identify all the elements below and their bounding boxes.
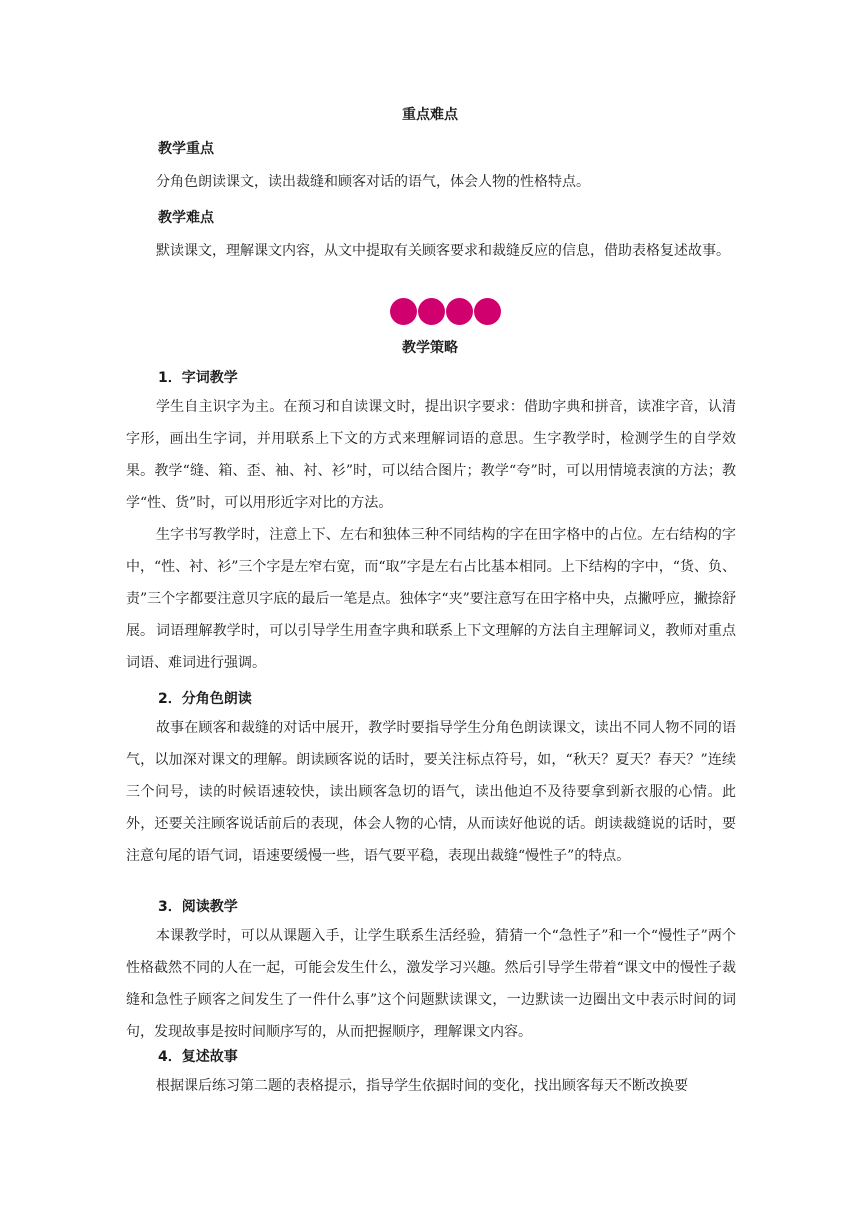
- strategy-1-heading: 1．字词教学: [158, 370, 238, 386]
- decorative-dots: [390, 298, 502, 328]
- difficulties-heading: 教学难点: [158, 210, 214, 226]
- strategy-4-heading: 4．复述故事: [158, 1049, 238, 1065]
- dot-icon: [474, 298, 501, 325]
- strategy-title: 教学策略: [402, 340, 458, 356]
- strategy-3-heading: 3．阅读教学: [158, 899, 238, 915]
- section-title: 重点难点: [402, 107, 458, 123]
- strategy-2-paragraph-1: 故事在顾客和裁缝的对话中展开，教学时要指导学生分角色朗读课文，读出不同人物不同的语气，以加深对课文的理解。朗读顾客说的话时，要关注标点符号，如，“秋天？夏天？春天？”连续三个问号，读的时候语速较快，读出顾客急切的语气，读出他迫不及待要拿到新衣服的心情。此外，还要关注顾客说话前后的表现，体会人物的心情，从而读好他说的话。朗读裁缝说的话时，要注意句尾的语气词，语速要缓慢一些，语气要平稳，表现出裁缝“慢性子”的特点。: [126, 720, 736, 864]
- strategy-1-paragraph-2: 生字书写教学时，注意上下、左右和独体三种不同结构的字在田字格中的占位。左右结构的字中，“性、衬、衫”三个字是左窄右宽，而“取”字是左右占比基本相同。上下结构的字中，“货、负、责”三个字都要注意贝字底的最后一笔是点。独体字“夹”要注意写在田字格中央，点撇呼应，撇捺舒展。: [126, 527, 736, 639]
- dot-icon: [446, 298, 473, 325]
- strategy-2-heading: 2．分角色朗读: [158, 691, 252, 707]
- key-points-text: 分角色朗读课文，读出裁缝和顾客对话的语气，体会人物的性格特点。: [156, 174, 590, 190]
- difficulties-text: 默读课文，理解课文内容，从文中提取有关顾客要求和裁缝反应的信息，借助表格复述故事。: [156, 243, 730, 259]
- strategy-4-paragraph-1: 根据课后练习第二题的表格提示，指导学生依据时间的变化，找出顾客每天不断改换要: [156, 1078, 688, 1094]
- dot-icon: [390, 298, 417, 325]
- key-points-heading: 教学重点: [158, 141, 214, 157]
- strategy-3-paragraph-1: 本课教学时，可以从课题入手，让学生联系生活经验，猜猜一个“急性子”和一个“慢性子”两个性格截然不同的人在一起，可能会发生什么，激发学习兴趣。然后引导学生带着“课文中的慢性子裁缝和急性子顾客之间发生了一件什么事”这个问题默读课文，一边默读一边圈出文中表示时间的词句，发现故事是按时间顺序写的，从而把握顺序，理解课文内容。: [126, 928, 736, 1040]
- dot-icon: [418, 298, 445, 325]
- strategy-1-paragraph-3: 词语理解教学时，可以引导学生用查字典和联系上下文理解的方法自主理解词义，教师对重点词语、难词进行强调。: [126, 623, 736, 671]
- strategy-1-paragraph-1: 学生自主识字为主。在预习和自读课文时，提出识字要求：借助字典和拼音，读准字音，认清字形，画出生字词，并用联系上下文的方式来理解词语的意思。生字教学时，检测学生的自学效果。教学“缝、箱、歪、袖、衬、衫”时，可以结合图片；教学“夸”时，可以用情境表演的方法；教学“性、货”时，可以用形近字对比的方法。: [126, 399, 736, 511]
